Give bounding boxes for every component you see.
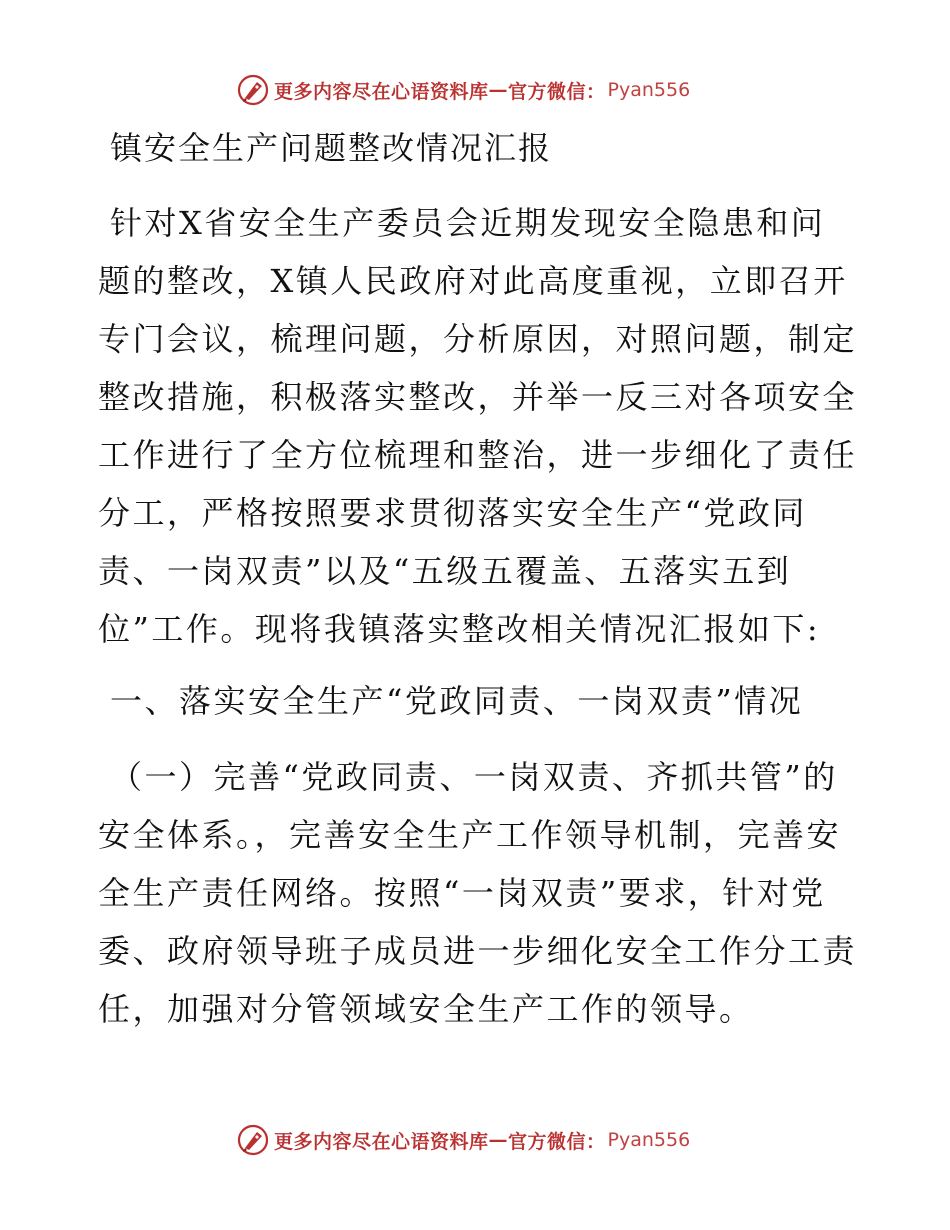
watermark-dash: — [488, 1129, 509, 1151]
pen-nib-icon [236, 73, 270, 107]
pen-nib-icon [236, 1123, 270, 1157]
watermark-label: 官方微信： [508, 1130, 606, 1153]
watermark-footer [236, 1122, 690, 1158]
watermark-brand: 更多内容尽在心语资料库 [274, 80, 489, 103]
watermark-handle: Pyan556 [607, 1129, 691, 1151]
intro-paragraph: 针对X省安全生产委员会近期发现安全隐患和问题的整改，X镇人民政府对此高度重视，立即召开专门会议，梳理问题，分析原因，对照问题，制定整改措施，积极落实整改，并举一反三对各项安全工作进行了全方位梳理和整治，进一步细化了责任分工，严格按照要求贯彻落实安全生产“党政同责、一岗双责”以及“五级五覆盖、五落实五到位”工作。现将我镇落实整改相关情况汇报如下: [98, 204, 858, 648]
document-title: 镇安全生产问题整改情况汇报 [110, 129, 553, 167]
document-body [98, 118, 858, 1038]
subsection-paragraph: （一）完善“党政同责、一岗双责、齐抓共管”的安全体系。，完善安全生产工作领导机制，完善安全生产责任网络。按照“一岗双责”要求，针对党委、政府领导班子成员进一步细化安全工作分工责任，加强对分管领域安全生产工作的领导。 [98, 758, 858, 1028]
watermark-brand: 更多内容尽在心语资料库 [274, 1130, 489, 1153]
watermark-header [236, 72, 690, 108]
watermark-handle: Pyan556 [607, 79, 691, 101]
watermark-label: 官方微信： [508, 80, 606, 103]
watermark-dash: — [488, 79, 509, 101]
section-heading: 一、落实安全生产“党政同责、一岗双责”情况 [110, 682, 804, 720]
